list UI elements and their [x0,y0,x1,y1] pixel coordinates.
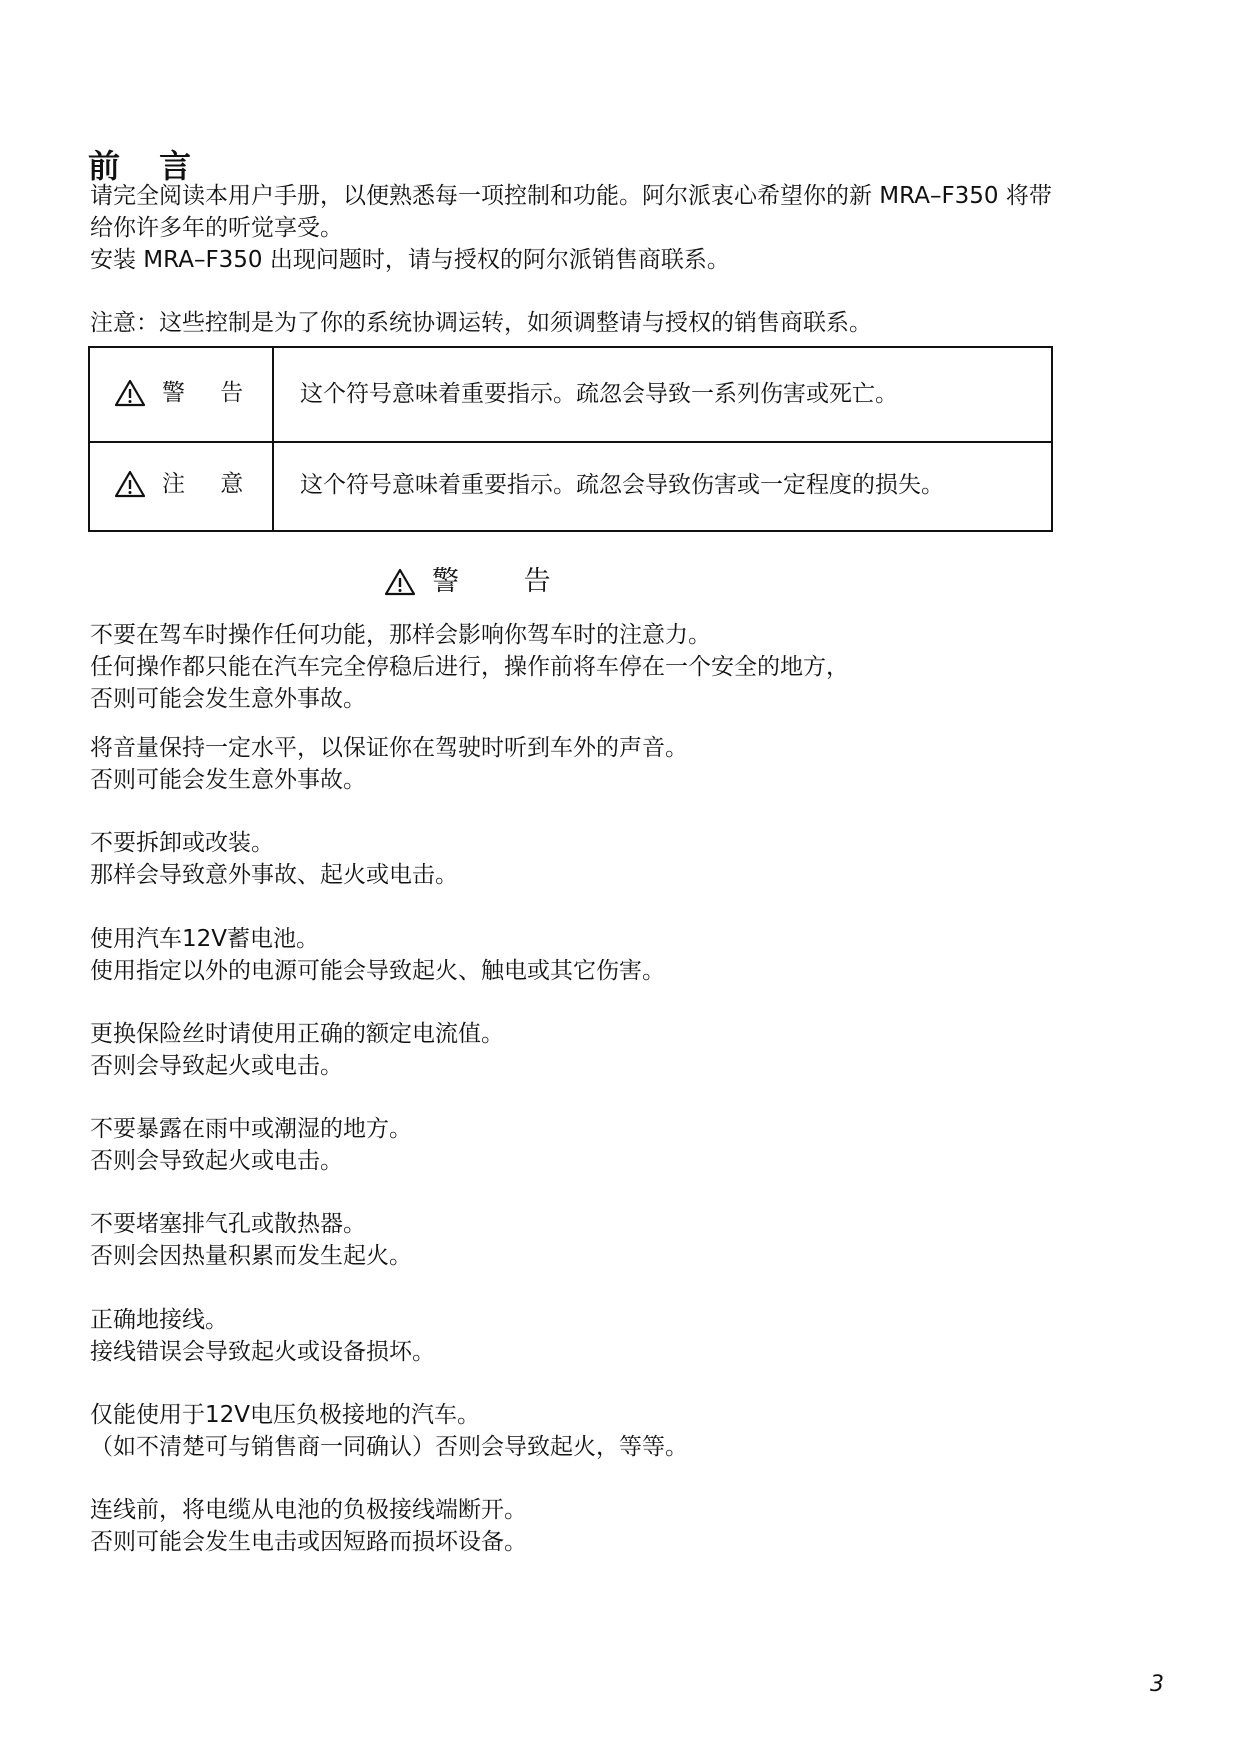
warning-line: 不要暴露在雨中或潮湿的地方。 [90,1116,412,1142]
warning-line: 否则会导致起火或电击。 [90,1053,343,1079]
warning-line: 连线前，将电缆从电池的负极接线端断开。 [90,1497,527,1523]
warning-line: 那样会导致意外事故、起火或电击。 [90,862,458,888]
warning-line: 不要拆卸或改装。 [90,830,274,856]
warning-line: 使用指定以外的电源可能会导致起火、触电或其它伤害。 [90,958,665,984]
warning-line: 使用汽车12V蓄电池。 [90,926,320,952]
warning-line: 否则可能会发生电击或因短路而损坏设备。 [90,1529,527,1555]
warning-line: 正确地接线。 [90,1307,228,1333]
intro-line: 安装 MRA–F350 出现问题时，请与授权的阿尔派销售商联系。 [90,247,730,273]
warning-line: 仅能使用于12V电压负极接地的汽车。 [90,1402,481,1428]
warning-line: 否则可能会发生意外事故。 [90,767,366,793]
warning-line: 否则会导致起火或电击。 [90,1148,343,1174]
warning-line: 更换保险丝时请使用正确的额定电流值。 [90,1021,504,1047]
symbol-label-text: 警 告 [162,380,258,406]
symbol-label-text: 注 意 [162,471,258,497]
symbol-description: 这个符号意味着重要指示。疏忽会导致伤害或一定程度的损失。 [300,472,944,498]
warning-line: （如不清楚可与销售商一同确认）否则会导致起火，等等。 [90,1434,688,1460]
warning-line: 不要堵塞排气孔或散热器。 [90,1211,366,1237]
table-divider [90,441,1051,443]
notice-text: 注意：这些控制是为了你的系统协调运转，如须调整请与授权的销售商联系。 [90,310,872,336]
table-divider [272,348,274,530]
warning-section-label: 警 告 [432,566,579,597]
symbol-label-caution [114,469,257,499]
symbol-description: 这个符号意味着重要指示。疏忽会导致一系列伤害或死亡。 [300,381,898,407]
symbol-label-warning [114,378,257,408]
intro-line: 请完全阅读本用户手册，以便熟悉每一项控制和功能。阿尔派衷心希望你的新 MRA–F350 将带 [90,183,1052,209]
page-title: 前 言 [88,147,206,185]
warning-triangle-icon [114,470,146,498]
warning-line: 任何操作都只能在汽车完全停稳后进行，操作前将车停在一个安全的地方， [90,654,849,680]
symbol-table [88,346,1053,532]
intro-line: 给你许多年的听觉享受。 [90,215,343,241]
warning-line: 否则可能会发生意外事故。 [90,686,366,712]
warning-line: 接线错误会导致起火或设备损坏。 [90,1339,435,1365]
warning-section-title [384,565,579,599]
warning-triangle-icon [384,568,416,596]
warning-triangle-icon [114,379,146,407]
warning-line: 否则会因热量积累而发生起火。 [90,1243,412,1269]
page-number: 3 [1150,1672,1164,1697]
warning-line: 不要在驾车时操作任何功能，那样会影响你驾车时的注意力。 [90,622,711,648]
warning-line: 将音量保持一定水平，以保证你在驾驶时听到车外的声音。 [90,735,688,761]
